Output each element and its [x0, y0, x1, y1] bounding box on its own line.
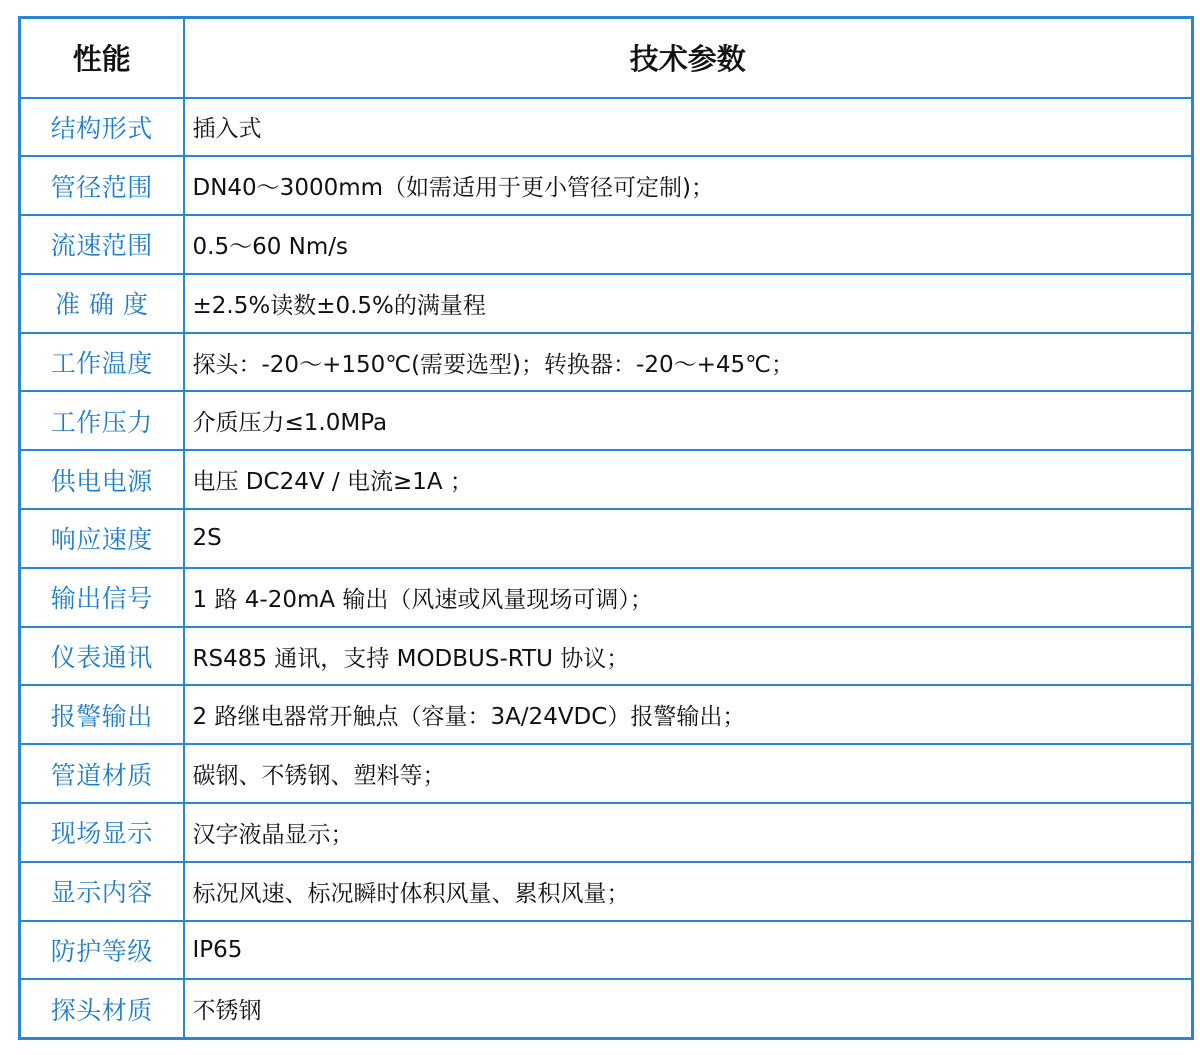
- table-row: [20, 627, 1193, 686]
- row-value: 0.5～60 Nm/s: [184, 215, 1193, 274]
- row-value: IP65: [184, 921, 1193, 980]
- row-label: 供电电源: [20, 450, 184, 509]
- row-label: 工作压力: [20, 391, 184, 450]
- table-row: [20, 274, 1193, 333]
- row-value: 介质压力≤1.0MPa: [184, 391, 1193, 450]
- row-value: 电压 DC24V / 电流≥1A ；: [184, 450, 1193, 509]
- table-row: [20, 156, 1193, 215]
- row-label: 响应速度: [20, 509, 184, 568]
- row-value: DN40～3000mm（如需适用于更小管径可定制)；: [184, 156, 1193, 215]
- row-value: RS485 通讯，支持 MODBUS-RTU 协议；: [184, 627, 1193, 686]
- spec-table: [18, 16, 1194, 1040]
- table-row: [20, 979, 1193, 1038]
- row-label: 工作温度: [20, 333, 184, 392]
- table-row: [20, 921, 1193, 980]
- row-label: 防护等级: [20, 921, 184, 980]
- table-row: [20, 391, 1193, 450]
- row-label: 报警输出: [20, 685, 184, 744]
- table-row: [20, 803, 1193, 862]
- row-value: 碳钢、不锈钢、塑料等；: [184, 744, 1193, 803]
- table-row: [20, 450, 1193, 509]
- row-value: 不锈钢: [184, 979, 1193, 1038]
- row-label: 现场显示: [20, 803, 184, 862]
- table-row: [20, 685, 1193, 744]
- row-value: 探头：-20～+150℃(需要选型)；转换器：-20～+45℃；: [184, 333, 1193, 392]
- row-label: 管径范围: [20, 156, 184, 215]
- table-row: [20, 333, 1193, 392]
- row-label: 输出信号: [20, 568, 184, 627]
- header-performance: 性能: [20, 18, 184, 98]
- row-label: 流速范围: [20, 215, 184, 274]
- table-row: [20, 862, 1193, 921]
- row-label: 结构形式: [20, 98, 184, 157]
- row-value: 2 路继电器常开触点（容量：3A/24VDC）报警输出；: [184, 685, 1193, 744]
- row-label: 显示内容: [20, 862, 184, 921]
- row-value: 2S: [184, 509, 1193, 568]
- header-row: [20, 18, 1193, 98]
- row-value: 标况风速、标况瞬时体积风量、累积风量；: [184, 862, 1193, 921]
- table-row: [20, 568, 1193, 627]
- header-tech-params: 技术参数: [184, 18, 1193, 98]
- table-row: [20, 744, 1193, 803]
- table-row: [20, 215, 1193, 274]
- row-label: 仪表通讯: [20, 627, 184, 686]
- table-row: [20, 98, 1193, 157]
- row-value: 1 路 4-20mA 输出（风速或风量现场可调）；: [184, 568, 1193, 627]
- row-value: ±2.5%读数±0.5%的满量程: [184, 274, 1193, 333]
- row-value: 插入式: [184, 98, 1193, 157]
- row-label: 管道材质: [20, 744, 184, 803]
- table-row: [20, 509, 1193, 568]
- row-label: 探头材质: [20, 979, 184, 1038]
- row-label: 准 确 度: [20, 274, 184, 333]
- row-value: 汉字液晶显示；: [184, 803, 1193, 862]
